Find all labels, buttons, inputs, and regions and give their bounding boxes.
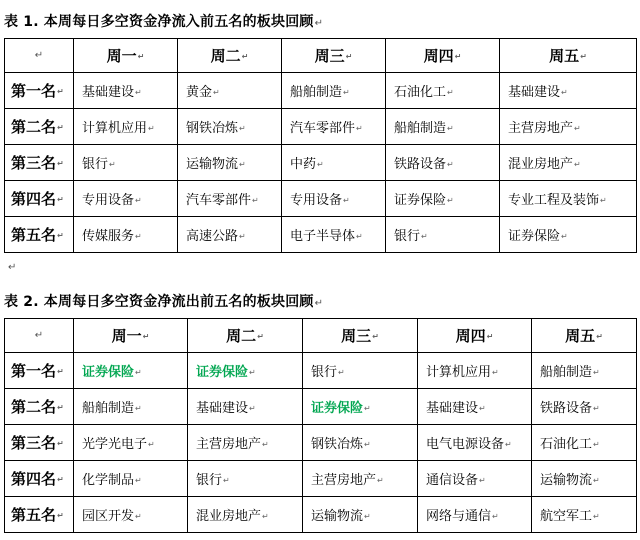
table-cell [178,217,282,253]
cell-text: 混业房地产 [508,157,574,172]
cell-end-mark-icon: ↵ [109,160,116,169]
cell-end-mark-icon: ↵ [593,404,600,413]
table-cell [500,217,637,253]
cell-end-mark-icon: ↵ [57,439,64,448]
cell-end-mark-icon: ↵ [148,440,155,449]
cell-text: 航空军工 [540,509,593,524]
table-cell [178,181,282,217]
cell-end-mark-icon: ↵ [57,87,64,96]
cell-end-mark-icon: ↵ [257,332,264,341]
day-label: 周二 [210,47,241,65]
cell-text: 船舶制造 [540,365,593,380]
cell-text-highlighted: 证券保险 [82,365,135,380]
day-label: 周五 [549,47,580,65]
table-cell [303,497,418,533]
cell-end-mark-icon: ↵ [479,404,486,413]
rank-label [5,73,74,109]
day-label: 周三 [341,327,372,345]
cell-text: 证券保险 [508,229,561,244]
day-label: 周二 [226,327,257,345]
cell-end-mark-icon: ↵ [454,52,462,61]
table-cell [532,353,637,389]
table-row [5,497,637,533]
cell-text: 光学光电子 [82,437,148,452]
cell-text: 基础建设 [82,85,135,100]
cell-text: 铁路设备 [540,401,593,416]
rank-text: 第四名 [11,190,57,208]
table-cell [532,497,637,533]
cell-text: 船舶制造 [82,401,135,416]
cell-end-mark-icon: ↵ [135,196,142,205]
cell-text: 汽车零部件 [290,121,356,136]
table1-day-header-fri [500,39,637,73]
cell-text: 银行 [82,157,109,172]
table1-header-row [5,39,637,73]
table-cell [303,353,418,389]
cell-end-mark-icon: ↵ [345,52,353,61]
table-cell [418,353,532,389]
table2-day-header-wed [303,319,418,353]
cell-end-mark-icon: ↵ [364,404,371,413]
rank-label [5,497,74,533]
cell-end-mark-icon: ↵ [561,88,568,97]
table2-outflow [4,318,637,533]
table1-day-header-tue [178,39,282,73]
day-label: 周五 [565,327,596,345]
cell-end-mark-icon: ↵ [356,232,363,241]
table-row [5,389,637,425]
paragraph-mark-icon: ↵ [314,18,324,29]
table-cell [178,145,282,181]
cell-end-mark-icon: ↵ [447,124,454,133]
table2-day-header-thu [418,319,532,353]
cell-text: 石油化工 [540,437,593,452]
cell-end-mark-icon: ↵ [213,88,220,97]
cell-text: 石油化工 [394,85,447,100]
table-cell [418,461,532,497]
cell-end-mark-icon: ↵ [57,475,64,484]
table1-day-header-mon [74,39,178,73]
rank-label [5,461,74,497]
cell-end-mark-icon: ↵ [135,368,142,377]
rank-text: 第四名 [11,470,57,488]
table-cell [303,461,418,497]
cell-end-mark-icon: ↵ [593,512,600,521]
table-cell [303,389,418,425]
cell-end-mark-icon: ↵ [239,160,246,169]
table-cell [282,73,386,109]
cell-end-mark-icon: ↵ [447,196,454,205]
rank-text: 第三名 [11,434,57,452]
cell-end-mark-icon: ↵ [252,196,259,205]
table-row [5,109,637,145]
cell-text: 高速公路 [186,229,239,244]
cell-text: 网络与通信 [426,509,492,524]
cell-end-mark-icon: ↵ [356,124,363,133]
cell-end-mark-icon: ↵ [561,232,568,241]
cell-end-mark-icon: ↵ [492,368,499,377]
table-cell [74,181,178,217]
rank-label [5,425,74,461]
cell-end-mark-icon: ↵ [262,512,269,521]
cell-end-mark-icon: ↵ [492,512,499,521]
day-label: 周一 [106,47,137,65]
cell-text: 运输物流 [540,473,593,488]
table-cell [532,461,637,497]
cell-end-mark-icon: ↵ [57,231,64,240]
cell-end-mark-icon: ↵ [343,196,350,205]
table1-caption-text: 表 1. 本周每日多空资金净流入前五名的板块回顾 [4,14,314,30]
cell-text: 混业房地产 [196,509,262,524]
cell-text: 船舶制造 [290,85,343,100]
cell-end-mark-icon: ↵ [505,440,512,449]
cell-end-mark-icon: ↵ [57,195,64,204]
cell-end-mark-icon: ↵ [574,124,581,133]
cell-end-mark-icon: ↵ [600,196,607,205]
rank-text: 第五名 [11,226,57,244]
table-cell [74,109,178,145]
cell-end-mark-icon: ↵ [223,476,230,485]
table-row [5,461,637,497]
cell-end-mark-icon: ↵ [135,232,142,241]
table-row [5,181,637,217]
table-cell [386,109,500,145]
cell-end-mark-icon: ↵ [596,332,603,341]
cell-text: 银行 [196,473,223,488]
table2-day-header-mon [74,319,188,353]
cell-text: 钢铁冶炼 [311,437,364,452]
table1-corner-cell: ↵ [5,39,74,73]
cell-text: 主营房地产 [196,437,262,452]
cell-end-mark-icon: ↵ [239,124,246,133]
table2-caption [4,291,323,311]
cell-end-mark-icon: ↵ [137,52,145,61]
cell-text: 基础建设 [508,85,561,100]
cell-end-mark-icon: ↵ [580,52,587,61]
table-row [5,425,637,461]
table-cell [74,353,188,389]
table-cell [74,461,188,497]
table-cell [386,217,500,253]
cell-end-mark-icon: ↵ [57,367,64,376]
table-cell [386,181,500,217]
cell-end-mark-icon: ↵ [249,368,256,377]
cell-text: 银行 [311,365,338,380]
table-cell [188,461,303,497]
cell-text: 黄金 [186,85,213,100]
cell-end-mark-icon: ↵ [364,512,371,521]
table2-day-header-tue [188,319,303,353]
rank-text: 第五名 [11,506,57,524]
cell-text: 通信设备 [426,473,479,488]
cell-text: 汽车零部件 [186,193,252,208]
table-cell [418,425,532,461]
cell-end-mark-icon: ↵ [148,124,155,133]
cell-end-mark-icon: ↵ [343,88,350,97]
table-cell [386,145,500,181]
table-cell [500,145,637,181]
table1-day-header-thu [386,39,500,73]
cell-end-mark-icon: ↵ [372,332,379,341]
cell-text: 钢铁冶炼 [186,121,239,136]
cell-end-mark-icon: ↵ [57,403,64,412]
table1-inflow [4,38,637,253]
table-cell [74,425,188,461]
cell-text: 化学制品 [82,473,135,488]
cell-end-mark-icon: ↵ [135,476,142,485]
table1-caption [4,11,323,31]
cell-text: 主营房地产 [311,473,377,488]
table-cell [532,389,637,425]
cell-end-mark-icon: ↵ [142,332,150,341]
cell-end-mark-icon: ↵ [262,440,269,449]
table1-day-header-wed [282,39,386,73]
table-row [5,217,637,253]
day-label: 周四 [455,327,486,345]
table-cell [532,425,637,461]
cell-end-mark-icon: ↵ [241,52,249,61]
table-cell [74,217,178,253]
cell-end-mark-icon: ↵ [447,160,454,169]
rank-label [5,353,74,389]
cell-text: 专用设备 [290,193,343,208]
rank-label [5,109,74,145]
table-row [5,353,637,389]
paragraph-mark-icon: ↵ [314,298,324,309]
table2-caption-text: 表 2. 本周每日多空资金净流出前五名的板块回顾 [4,294,314,310]
cell-end-mark-icon: ↵ [447,88,454,97]
cell-text: 传媒服务 [82,229,135,244]
table2-day-header-fri [532,319,637,353]
cell-end-mark-icon: ↵ [479,476,486,485]
table-cell [74,145,178,181]
day-label: 周三 [314,47,345,65]
rank-label [5,145,74,181]
table2-corner-cell: ↵ [5,319,74,353]
cell-end-mark-icon: ↵ [57,159,64,168]
cell-text: 基础建设 [426,401,479,416]
rank-text: 第三名 [11,154,57,172]
rank-text: 第二名 [11,398,57,416]
cell-text: 船舶制造 [394,121,447,136]
day-label: 周四 [423,47,454,65]
table-cell [74,389,188,425]
cell-end-mark-icon: ↵ [239,232,246,241]
cell-text: 园区开发 [82,509,135,524]
table-cell [178,109,282,145]
table-row [5,145,637,181]
cell-text: 专用设备 [82,193,135,208]
table-cell [188,389,303,425]
cell-end-mark-icon: ↵ [135,404,142,413]
cell-end-mark-icon: ↵ [574,160,581,169]
cell-end-mark-icon: ↵ [593,368,600,377]
cell-text: 运输物流 [186,157,239,172]
table-cell [386,73,500,109]
rank-label [5,217,74,253]
table-row [5,73,637,109]
cell-end-mark-icon: ↵ [57,123,64,132]
table-cell [282,145,386,181]
table-cell [282,109,386,145]
cell-end-mark-icon: ↵ [135,88,142,97]
rank-text: 第一名 [11,362,57,380]
cell-end-mark-icon: ↵ [421,232,428,241]
table-cell [74,497,188,533]
cell-text: 运输物流 [311,509,364,524]
cell-text: 主营房地产 [508,121,574,136]
cell-text: 电子半导体 [290,229,356,244]
table-cell [418,497,532,533]
day-label: 周一 [111,327,142,345]
cell-end-mark-icon: ↵ [135,512,142,521]
rank-label [5,181,74,217]
cell-text: 电气电源设备 [426,437,505,452]
cell-end-mark-icon: ↵ [57,511,64,520]
cell-text: 银行 [394,229,421,244]
table-cell [500,73,637,109]
cell-text: 铁路设备 [394,157,447,172]
table-cell [303,425,418,461]
cell-end-mark-icon: ↵ [593,440,600,449]
table-cell [282,217,386,253]
cell-end-mark-icon: ↵ [377,476,384,485]
cell-text: 证券保险 [394,193,447,208]
table-cell [178,73,282,109]
table-cell [188,425,303,461]
rank-text: 第一名 [11,82,57,100]
table2-header-row [5,319,637,353]
paragraph-mark-icon: ↵ [8,262,17,273]
cell-end-mark-icon: ↵ [593,476,600,485]
cell-text: 计算机应用 [426,365,492,380]
cell-end-mark-icon: ↵ [317,160,324,169]
cell-end-mark-icon: ↵ [364,440,371,449]
table-cell [188,497,303,533]
cell-text: 专业工程及装饰 [508,193,600,208]
cell-end-mark-icon: ↵ [249,404,256,413]
rank-text: 第二名 [11,118,57,136]
cell-text-highlighted: 证券保险 [196,365,249,380]
cell-text-highlighted: 证券保险 [311,401,364,416]
table-cell [500,109,637,145]
table-cell [500,181,637,217]
table-cell [418,389,532,425]
table-cell [74,73,178,109]
cell-text: 中药 [290,157,317,172]
cell-end-mark-icon: ↵ [486,332,494,341]
cell-text: 基础建设 [196,401,249,416]
table-cell [188,353,303,389]
cell-end-mark-icon: ↵ [338,368,345,377]
cell-text: 计算机应用 [82,121,148,136]
table-cell [282,181,386,217]
rank-label [5,389,74,425]
